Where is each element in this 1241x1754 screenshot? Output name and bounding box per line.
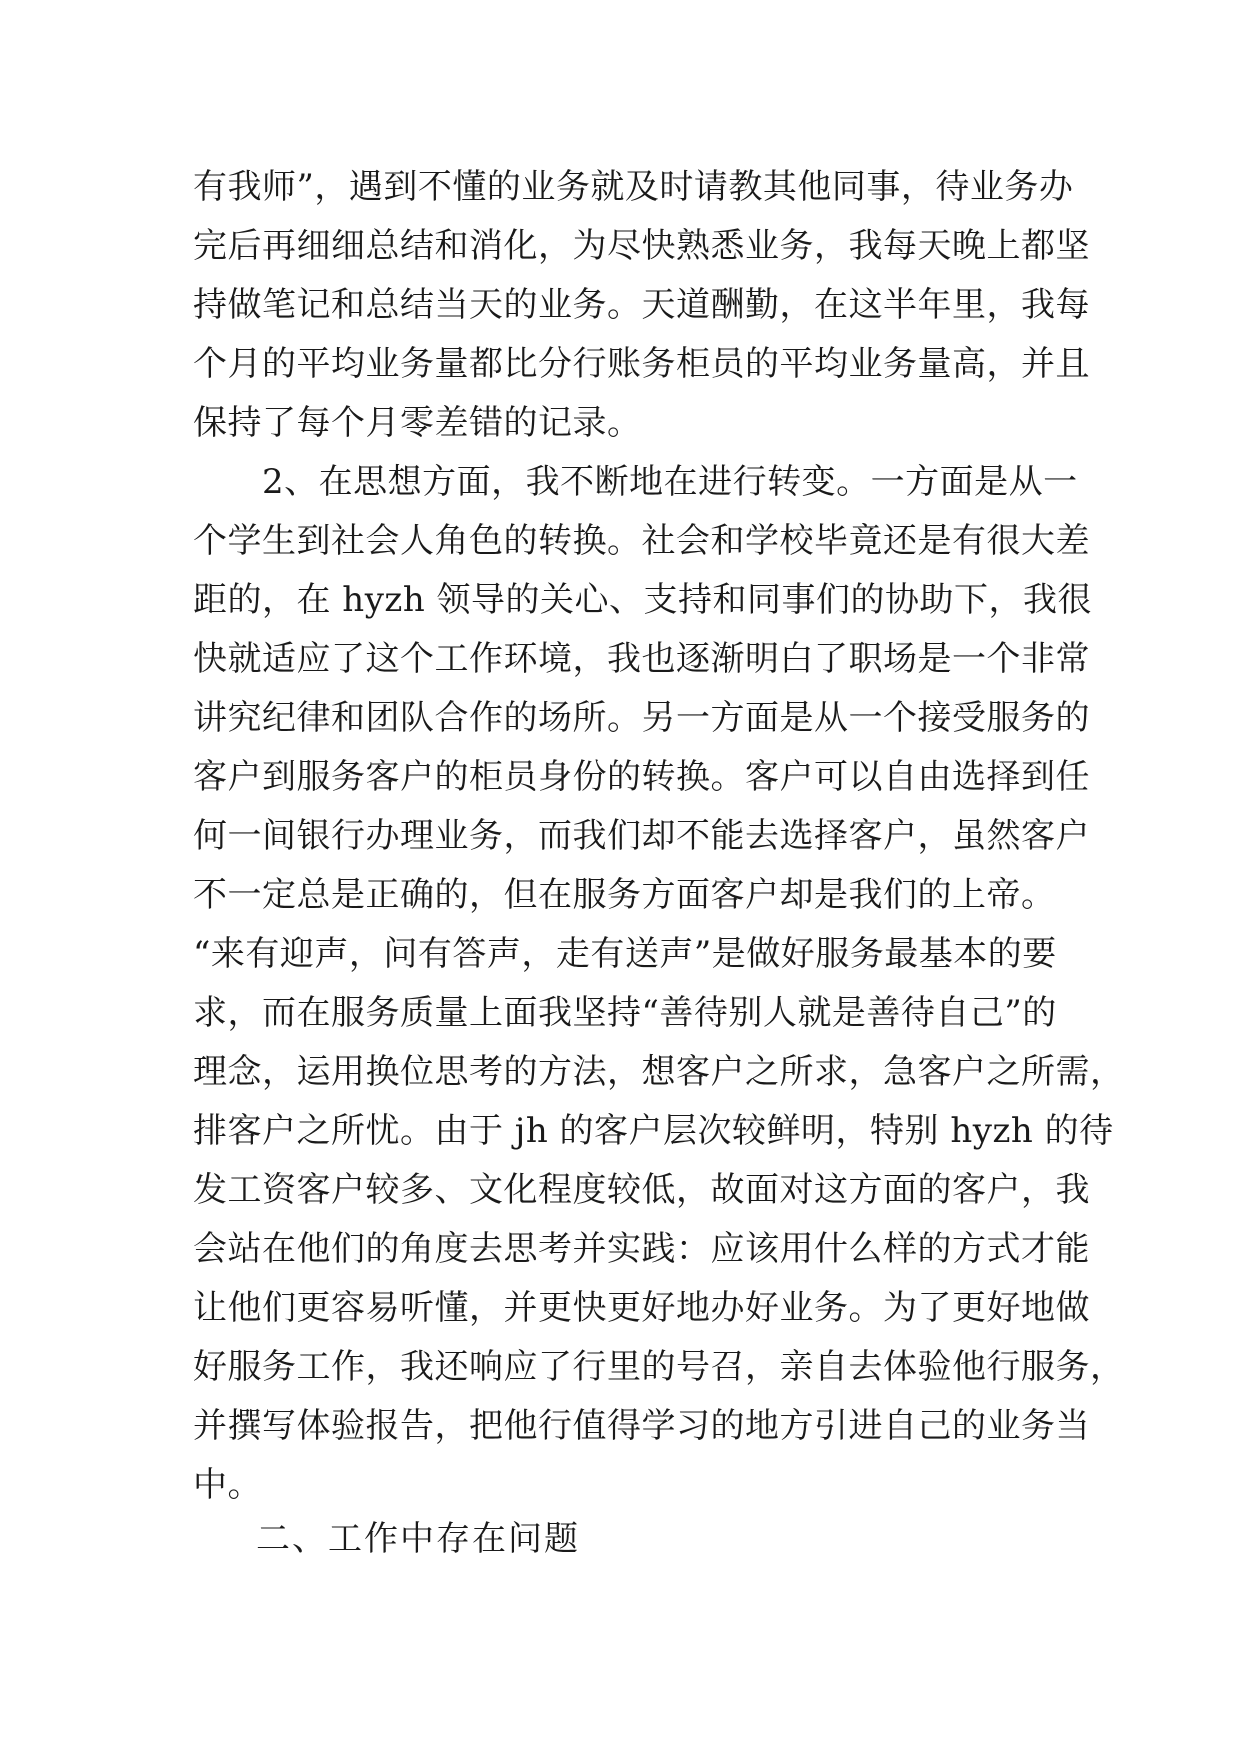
text-line: 不一定总是正确的，但在服务方面客户却是我们的上帝。	[193, 875, 1056, 915]
text-line: 保持了每个月零差错的记录。	[193, 403, 642, 443]
text-line: “来有迎声，问有答声，走有送声”是做好服务最基本的要	[193, 934, 1057, 974]
text-line: 讲究纪律和团队合作的场所。另一方面是从一个接受服务的	[193, 698, 1090, 738]
text-line: 会站在他们的角度去思考并实践：应该用什么样的方式才能	[193, 1229, 1090, 1269]
text-line: 快就适应了这个工作环境，我也逐渐明白了职场是一个非常	[193, 639, 1090, 679]
text-line: 个学生到社会人角色的转换。社会和学校毕竟还是有很大差	[193, 521, 1090, 561]
text-line: 何一间银行办理业务，而我们却不能去选择客户，虽然客户	[193, 816, 1090, 856]
text-line: 有我师”，遇到不懂的业务就及时请教其他同事，待业务办	[193, 167, 1074, 207]
text-line: 完后再细细总结和消化，为尽快熟悉业务，我每天晚上都坚	[193, 226, 1090, 266]
text-line: 中。	[193, 1465, 262, 1505]
text-line: 求，而在服务质量上面我坚持“善待别人就是善待自己”的	[193, 993, 1057, 1033]
text-line: 并撰写体验报告，把他行值得学习的地方引进自己的业务当	[193, 1406, 1090, 1446]
body-text	[193, 158, 1125, 1515]
text-line: 个月的平均业务量都比分行账务柜员的平均业务量高，并且	[193, 344, 1090, 384]
text-line: 好服务工作，我还响应了行里的号召，亲自去体验他行服务，	[193, 1347, 1125, 1387]
text-line: 2、在思想方面，我不断地在进行转变。一方面是从一	[193, 462, 1078, 502]
text-line: 让他们更容易听懂，并更快更好地办好业务。为了更好地做	[193, 1288, 1090, 1328]
text-line: 持做笔记和总结当天的业务。天道酬勤，在这半年里，我每	[193, 285, 1090, 325]
text-line: 客户到服务客户的柜员身份的转换。客户可以自由选择到任	[193, 757, 1090, 797]
text-line: 距的，在 hyzh 领导的关心、支持和同事们的协助下，我很	[193, 580, 1093, 620]
text-line: 发工资客户较多、文化程度较低，故面对这方面的客户，我	[193, 1170, 1090, 1210]
section-heading: 二、工作中存在问题	[256, 1519, 580, 1559]
text-line: 排客户之所忧。由于 jh 的客户层次较鲜明，特别 hyzh 的待	[193, 1111, 1114, 1151]
text-line: 理念，运用换位思考的方法，想客户之所求，急客户之所需，	[193, 1052, 1125, 1092]
